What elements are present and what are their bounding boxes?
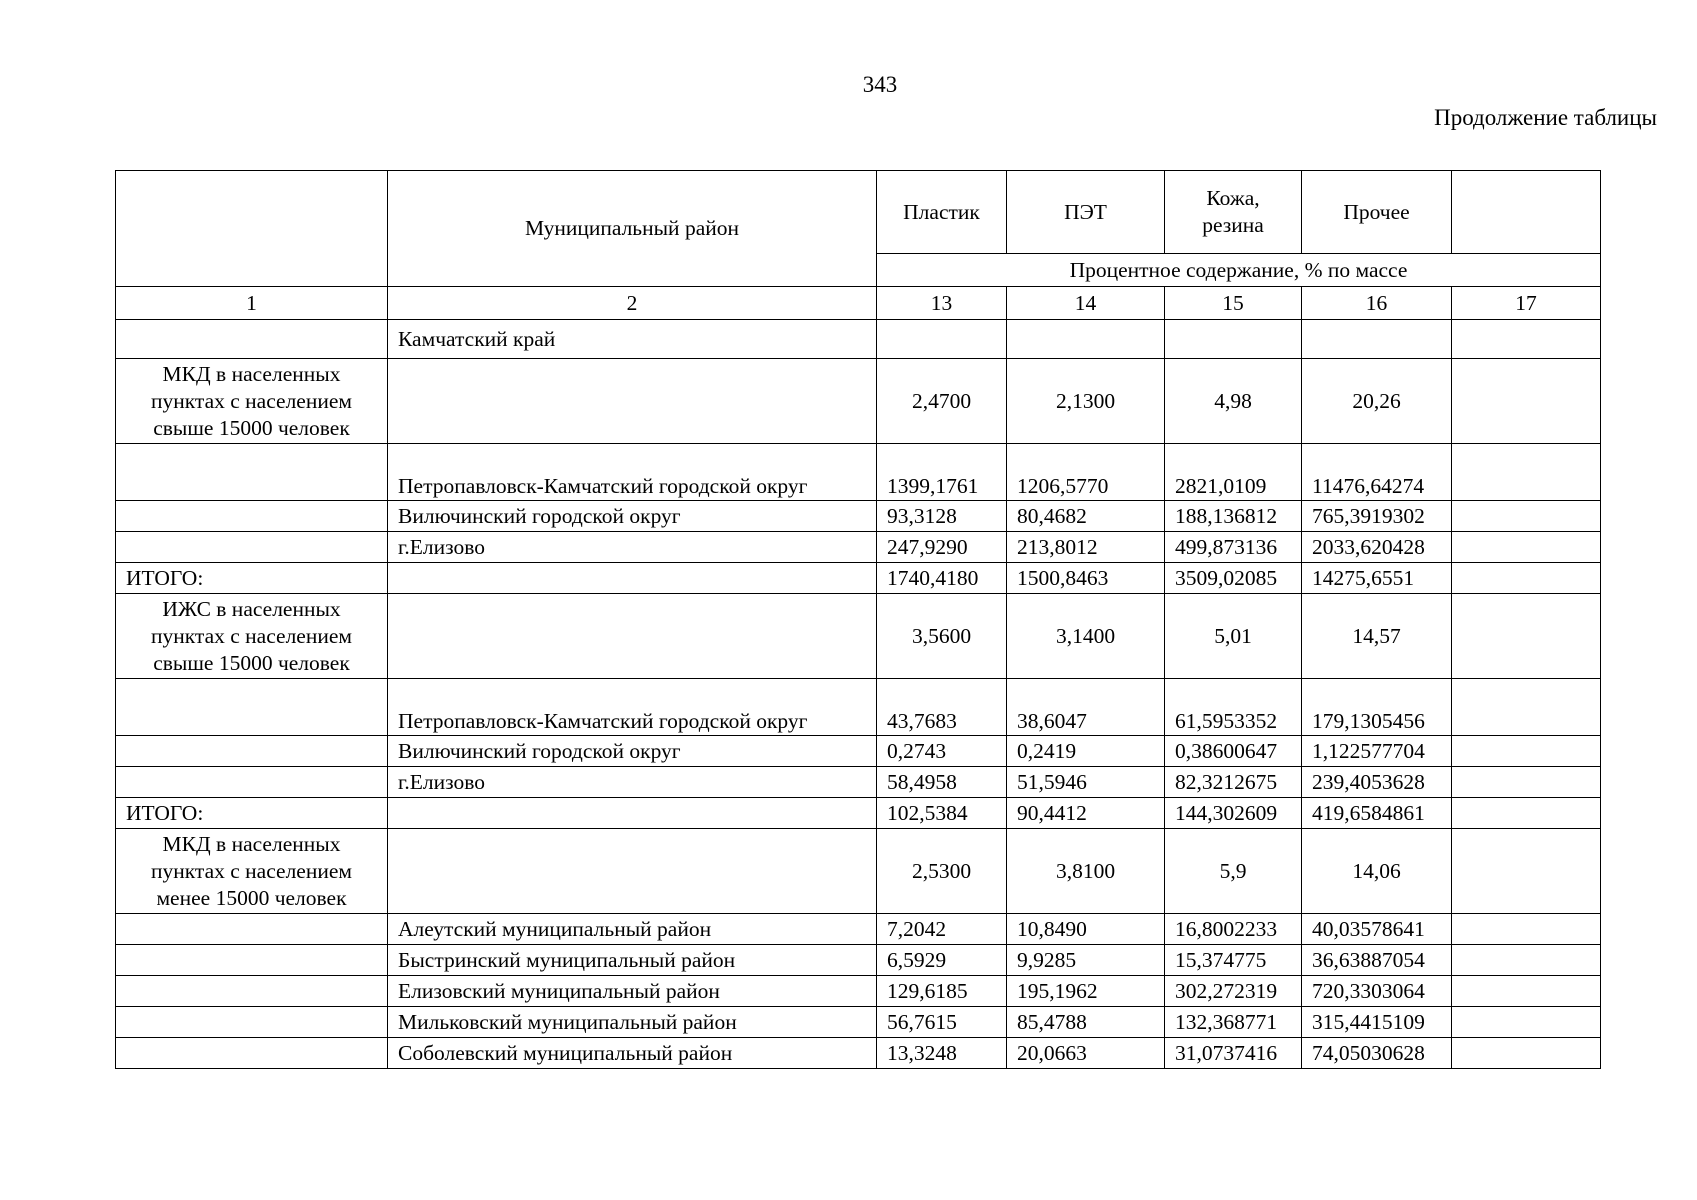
category-cell — [116, 736, 388, 767]
value-cell — [1452, 767, 1601, 798]
district-cell: Вилючинский городской округ — [388, 736, 877, 767]
waste-composition-table — [115, 170, 1601, 1069]
value-cell: 102,5384 — [877, 798, 1007, 829]
table-row — [116, 1007, 1601, 1038]
value-cell: 239,4053628 — [1302, 767, 1452, 798]
value-cell: 0,2419 — [1007, 736, 1165, 767]
table-row — [116, 501, 1601, 532]
value-cell — [1452, 501, 1601, 532]
value-cell: 36,63887054 — [1302, 945, 1452, 976]
value-cell: 85,4788 — [1007, 1007, 1165, 1038]
category-cell: ИТОГО: — [116, 798, 388, 829]
value-cell: 5,01 — [1165, 594, 1302, 679]
value-cell: 11476,64274 — [1302, 444, 1452, 501]
value-cell: 4,98 — [1165, 359, 1302, 444]
value-cell: 31,0737416 — [1165, 1038, 1302, 1069]
value-cell — [1452, 976, 1601, 1007]
value-cell: 14,06 — [1302, 829, 1452, 914]
value-cell — [1452, 736, 1601, 767]
column-number-row — [116, 287, 1601, 320]
value-cell: 302,272319 — [1165, 976, 1302, 1007]
district-cell: Петропавловск-Камчатский городской округ — [388, 679, 877, 736]
category-cell — [116, 976, 388, 1007]
column-number: 1 — [116, 287, 388, 320]
table-row — [116, 679, 1601, 736]
district-cell: г.Елизово — [388, 767, 877, 798]
category-cell — [116, 914, 388, 945]
table-row — [116, 532, 1601, 563]
value-cell: 82,3212675 — [1165, 767, 1302, 798]
table-row — [116, 359, 1601, 444]
value-cell: 6,5929 — [877, 945, 1007, 976]
header-district: Муниципальный район — [388, 171, 877, 287]
value-cell: 56,7615 — [877, 1007, 1007, 1038]
value-cell: 129,6185 — [877, 976, 1007, 1007]
value-cell: 14275,6551 — [1302, 563, 1452, 594]
value-cell: 74,05030628 — [1302, 1038, 1452, 1069]
table-row — [116, 914, 1601, 945]
page-number: 343 — [862, 72, 898, 97]
continuation-label: Продолжение таблицы — [1434, 105, 1657, 130]
table-row — [116, 976, 1601, 1007]
table-row — [116, 798, 1601, 829]
district-cell — [388, 829, 877, 914]
value-cell: 5,9 — [1165, 829, 1302, 914]
category-cell — [116, 501, 388, 532]
category-cell: МКД в населенных пунктах с населением свыше 15000 человек — [116, 359, 388, 444]
header-corner-cell — [116, 171, 388, 287]
value-cell: 195,1962 — [1007, 976, 1165, 1007]
value-cell: 51,5946 — [1007, 767, 1165, 798]
value-cell — [1165, 320, 1302, 359]
value-cell: 144,302609 — [1165, 798, 1302, 829]
value-cell: 13,3248 — [877, 1038, 1007, 1069]
header-col17 — [1452, 171, 1601, 254]
header-leather-rubber: Кожа, резина — [1165, 171, 1302, 254]
column-number: 2 — [388, 287, 877, 320]
category-cell: ИТОГО: — [116, 563, 388, 594]
district-cell — [388, 798, 877, 829]
value-cell — [1452, 914, 1601, 945]
value-cell — [1452, 320, 1601, 359]
value-cell — [877, 320, 1007, 359]
value-cell: 10,8490 — [1007, 914, 1165, 945]
category-cell — [116, 444, 388, 501]
value-cell — [1452, 594, 1601, 679]
category-cell — [116, 767, 388, 798]
district-cell: Быстринский муниципальный район — [388, 945, 877, 976]
district-cell — [388, 594, 877, 679]
district-cell — [388, 563, 877, 594]
table-row — [116, 594, 1601, 679]
value-cell: 93,3128 — [877, 501, 1007, 532]
value-cell: 213,8012 — [1007, 532, 1165, 563]
value-cell: 58,4958 — [877, 767, 1007, 798]
value-cell — [1452, 798, 1601, 829]
header-other: Прочее — [1302, 171, 1452, 254]
value-cell: 2,5300 — [877, 829, 1007, 914]
value-cell — [1452, 945, 1601, 976]
column-number: 14 — [1007, 287, 1165, 320]
value-cell: 0,2743 — [877, 736, 1007, 767]
value-cell: 1740,4180 — [877, 563, 1007, 594]
value-cell: 61,5953352 — [1165, 679, 1302, 736]
value-cell — [1452, 444, 1601, 501]
value-cell: 40,03578641 — [1302, 914, 1452, 945]
value-cell — [1452, 1007, 1601, 1038]
value-cell: 2,1300 — [1007, 359, 1165, 444]
value-cell: 499,873136 — [1165, 532, 1302, 563]
value-cell: 43,7683 — [877, 679, 1007, 736]
district-cell: Камчатский край — [388, 320, 877, 359]
value-cell: 188,136812 — [1165, 501, 1302, 532]
table-row — [116, 767, 1601, 798]
value-cell — [1452, 1038, 1601, 1069]
value-cell: 20,26 — [1302, 359, 1452, 444]
value-cell: 1500,8463 — [1007, 563, 1165, 594]
table-row — [116, 1038, 1601, 1069]
value-cell: 2,4700 — [877, 359, 1007, 444]
value-cell — [1007, 320, 1165, 359]
value-cell: 419,6584861 — [1302, 798, 1452, 829]
value-cell: 80,4682 — [1007, 501, 1165, 532]
table-row — [116, 736, 1601, 767]
column-number: 13 — [877, 287, 1007, 320]
column-number: 17 — [1452, 287, 1601, 320]
table-row — [116, 829, 1601, 914]
value-cell — [1452, 679, 1601, 736]
value-cell: 9,9285 — [1007, 945, 1165, 976]
district-cell — [388, 359, 877, 444]
column-number: 15 — [1165, 287, 1302, 320]
value-cell: 3509,02085 — [1165, 563, 1302, 594]
value-cell: 315,4415109 — [1302, 1007, 1452, 1038]
district-cell: Елизовский муниципальный район — [388, 976, 877, 1007]
column-number: 16 — [1302, 287, 1452, 320]
value-cell — [1452, 829, 1601, 914]
value-cell: 0,38600647 — [1165, 736, 1302, 767]
value-cell: 1399,1761 — [877, 444, 1007, 501]
value-cell: 3,8100 — [1007, 829, 1165, 914]
value-cell — [1452, 359, 1601, 444]
category-cell — [116, 945, 388, 976]
value-cell: 720,3303064 — [1302, 976, 1452, 1007]
header-units: Процентное содержание, % по массе — [877, 254, 1601, 287]
table-row — [116, 563, 1601, 594]
district-cell: Соболевский муниципальный район — [388, 1038, 877, 1069]
value-cell: 7,2042 — [877, 914, 1007, 945]
value-cell: 132,368771 — [1165, 1007, 1302, 1038]
table-row — [116, 945, 1601, 976]
value-cell: 1206,5770 — [1007, 444, 1165, 501]
value-cell: 15,374775 — [1165, 945, 1302, 976]
value-cell — [1452, 563, 1601, 594]
category-cell — [116, 679, 388, 736]
table-row — [116, 444, 1601, 501]
category-cell — [116, 532, 388, 563]
category-cell — [116, 1038, 388, 1069]
district-cell: г.Елизово — [388, 532, 877, 563]
table-row — [116, 320, 1601, 359]
value-cell: 38,6047 — [1007, 679, 1165, 736]
value-cell: 1,122577704 — [1302, 736, 1452, 767]
value-cell: 20,0663 — [1007, 1038, 1165, 1069]
district-cell: Алеутский муниципальный район — [388, 914, 877, 945]
category-cell: ИЖС в населенных пунктах с населением свыше 15000 человек — [116, 594, 388, 679]
category-cell: МКД в населенных пунктах с населением менее 15000 человек — [116, 829, 388, 914]
value-cell — [1452, 532, 1601, 563]
value-cell: 16,8002233 — [1165, 914, 1302, 945]
district-cell: Вилючинский городской округ — [388, 501, 877, 532]
value-cell: 2033,620428 — [1302, 532, 1452, 563]
value-cell: 3,5600 — [877, 594, 1007, 679]
value-cell: 3,1400 — [1007, 594, 1165, 679]
header-pet: ПЭТ — [1007, 171, 1165, 254]
category-cell — [116, 1007, 388, 1038]
value-cell: 179,1305456 — [1302, 679, 1452, 736]
district-cell: Петропавловск-Камчатский городской округ — [388, 444, 877, 501]
value-cell: 247,9290 — [877, 532, 1007, 563]
value-cell: 14,57 — [1302, 594, 1452, 679]
value-cell: 2821,0109 — [1165, 444, 1302, 501]
header-plastic: Пластик — [877, 171, 1007, 254]
district-cell: Мильковский муниципальный район — [388, 1007, 877, 1038]
category-cell — [116, 320, 388, 359]
value-cell: 90,4412 — [1007, 798, 1165, 829]
value-cell — [1302, 320, 1452, 359]
value-cell: 765,3919302 — [1302, 501, 1452, 532]
